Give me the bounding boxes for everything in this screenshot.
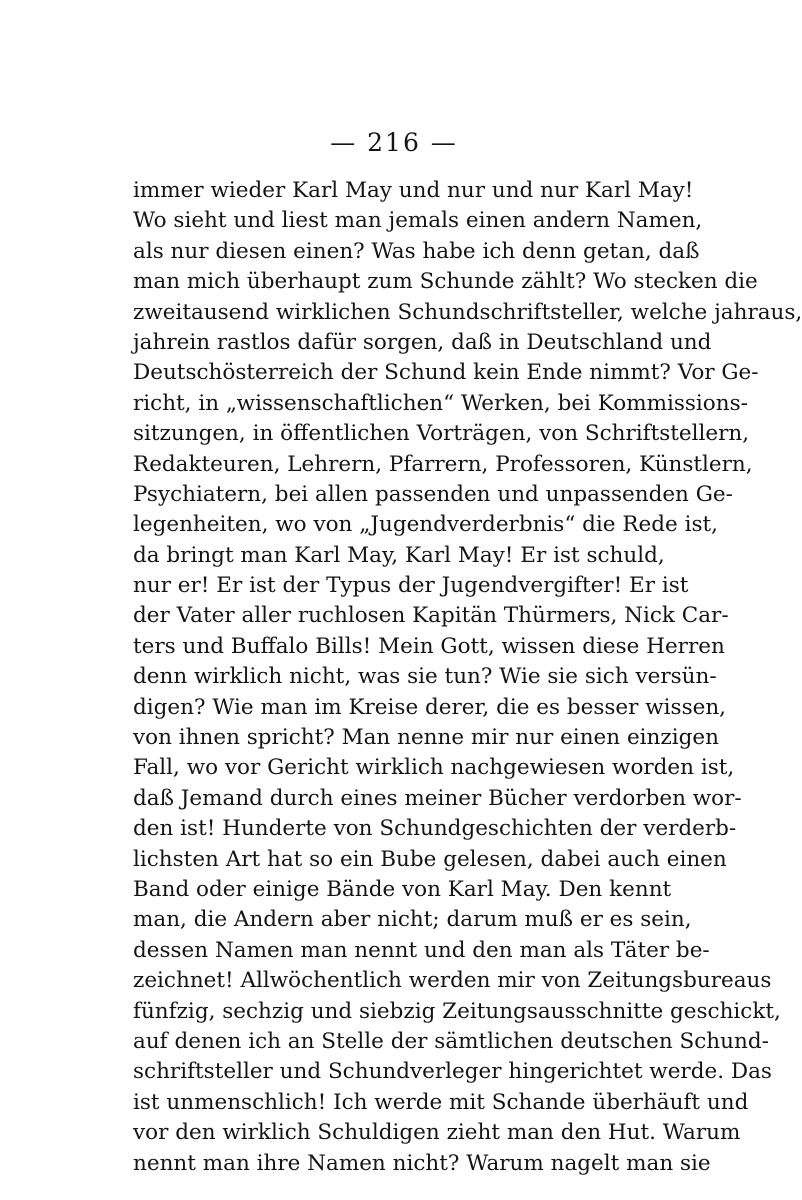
text-line: zeichnet! Allwöchentlich werden mir von Zeitungsbureaus <box>133 968 772 994</box>
text-line: digen? Wie man im Kreise derer, die es besser wissen, <box>133 694 727 720</box>
text-line: Fall, wo vor Gericht wirklich nachgewiesen worden ist, <box>133 755 735 781</box>
text-line: jahrein rastlos dafür sorgen, daß in Deutschland und <box>133 329 712 355</box>
text-line: legenheiten, wo von „Jugendverderbnis“ die Rede ist, <box>133 512 718 538</box>
text-line: immer wieder Karl May und nur und nur Karl May! <box>133 178 694 203</box>
text-line: der Vater aller ruchlosen Kapitän Thürmers, Nick Car- <box>133 603 729 629</box>
text-line: Redakteuren, Lehrern, Pfarrern, Professoren, Künstlern, <box>133 451 753 477</box>
text-line: da bringt man Karl May, Karl May! Er ist schuld, <box>133 542 665 568</box>
text-line: nur er! Er ist der Typus der Jugendvergifter! Er ist <box>133 573 689 599</box>
text-line: ters und Buffalo Bills! Mein Gott, wissen diese Herren <box>133 633 725 659</box>
text-line: man mich überhaupt zum Schunde zählt? Wo stecken die <box>133 269 758 295</box>
text-line: den ist! Hunderte von Schundgeschichten der verderb- <box>133 816 737 842</box>
body-text <box>133 176 802 1179</box>
text-line: dessen Namen man nennt und den man als Täter be- <box>133 937 710 963</box>
text-line: daß Jemand durch eines meiner Bücher verdorben wor- <box>133 785 742 811</box>
text-line: Wo sieht und liest man jemals einen andern Namen, <box>133 208 703 234</box>
text-line: Psychiatern, bei allen passenden und unpassenden Ge- <box>133 481 733 507</box>
text-line: sitzungen, in öffentlichen Vorträgen, von Schriftstellern, <box>133 421 750 447</box>
text-line: als nur diesen einen? Was habe ich denn getan, daß <box>133 238 700 264</box>
text-line: fünfzig, sechzig und siebzig Zeitungsausschnitte geschickt, <box>133 998 781 1024</box>
text-line: von ihnen spricht? Man nenne mir nur einen einzigen <box>133 725 719 751</box>
text-line: zweitausend wirklichen Schundschriftsteller, welche jahraus, <box>133 299 802 325</box>
text-line: auf denen ich an Stelle der sämtlichen deutschen Schund- <box>133 1028 769 1054</box>
text-line: man, die Andern aber nicht; darum muß er es sein, <box>133 907 692 933</box>
text-line: lichsten Art hat so ein Bube gelesen, dabei auch einen <box>133 846 727 872</box>
text-line: ist unmenschlich! Ich werde mit Schande überhäuft und <box>133 1089 749 1115</box>
text-line: Deutschösterreich der Schund kein Ende nimmt? Vor Ge- <box>133 360 759 386</box>
text-line: denn wirklich nicht, was sie tun? Wie sie sich versün- <box>133 664 717 690</box>
text-line: vor den wirklich Schuldigen zieht man den Hut. Warum <box>133 1120 741 1146</box>
text-line: richt, in „wissenschaftlichen“ Werken, bei Kommissions- <box>133 390 748 416</box>
text-line: schriftsteller und Schundverleger hingerichtet werde. Das <box>133 1059 772 1085</box>
text-line: Band oder einige Bände von Karl May. Den kennt <box>133 876 672 902</box>
page-number: — 216 — <box>330 128 458 157</box>
text-line: nennt man ihre Namen nicht? Warum nagelt man sie <box>133 1150 711 1176</box>
